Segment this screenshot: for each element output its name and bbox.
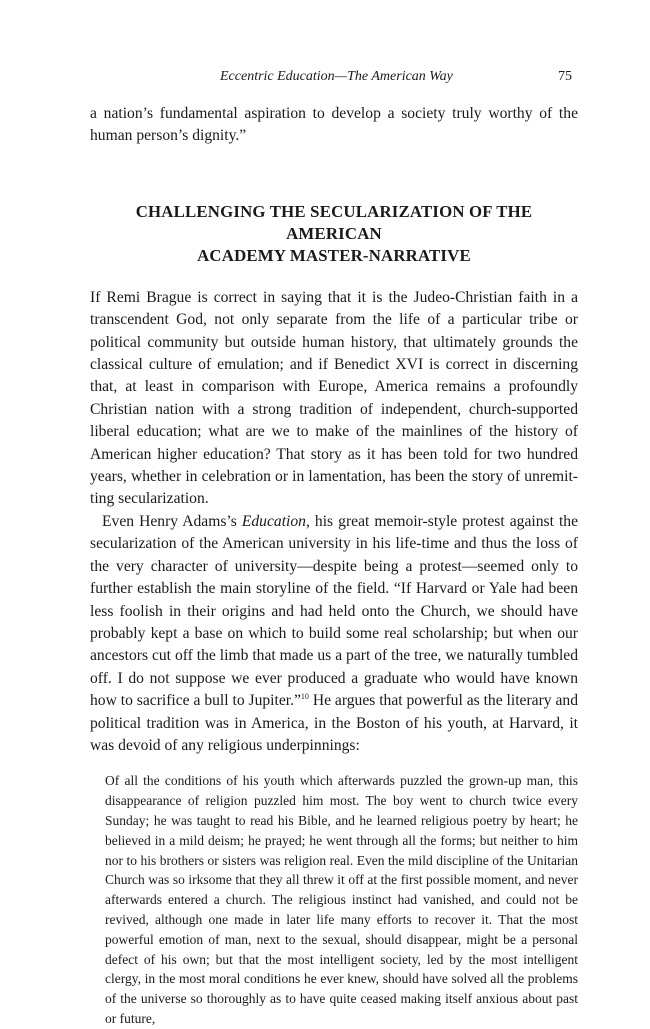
footnote-marker[interactable]: 10 — [300, 691, 309, 701]
paragraph-2-tail: He argues that powerful as the literary and political tradition was in America, in the Boston of his youth, at Harvard, it was devoid of any religious underpinnings: — [90, 692, 578, 754]
paragraph-1: If Remi Brague is correct in saying that it is the Judeo-Christian faith in a transcendent God, not only separate from the life of a particular tribe or political community but outside human history, that ultimately grounds the classical culture of emulation; and if Benedict XVI is correct in discerning that, at least in comparison with Europe, America remains a profoundly Christian nation with a strong tradition of independent, church-supported liberal education; what are we to make of the mainlines of the history of American higher education? That story as it has been told for two hundred years, whether in celebration or in lamentation, has been the story of unremit-ting secularization. — [90, 288, 578, 508]
paragraph-2-body: , his great memoir-style protest against the secularization of the American university in his life-time and thus the loss of the very character of university—despite being a protest—seemed only to further establish the main storyline of the field. “If Harvard or Yale had been less foolish in their origins and had held onto the Church, we should have probably kept a base on which to build some real scholarship; but when our ancestors cut off the limb that made us a part of the tree, we naturally tumbled off. I do not suppose we ever produced a graduate who would have known how to sacrifice a bull to Jupiter.” — [90, 512, 578, 710]
opening-paragraph: a nation’s fundamental aspiration to develop a society truly worthy of the human person’s dignity.” — [90, 105, 578, 145]
paragraph-2 — [90, 511, 578, 757]
page-body — [90, 103, 578, 1029]
page-number: 75 — [558, 69, 572, 84]
book-title: Education — [241, 512, 306, 530]
section-heading-line-1: CHALLENGING THE SECULARIZATION OF THE AMERICAN — [135, 201, 533, 243]
paragraph-2-lead: Even Henry Adams’s — [102, 512, 242, 530]
running-title: Eccentric Education—The American Way — [220, 69, 453, 84]
section-heading-line-2: ACADEMY MASTER-NARRATIVE — [197, 245, 471, 265]
section-heading — [90, 201, 578, 267]
block-quote: Of all the conditions of his youth which afterwards puzzled the grown-up man, this disappearance of religion puzzled him most. The boy went to church twice every Sunday; he was taught to read his Bible, and he learned religious poetry by heart; he believed in a mild deism; he prayed; he went through all the forms; but neither to him nor to his brothers or sisters was religion real. Even the mild discipline of the Unitarian Church was so irksome that they all threw it off at the first possible moment, and never afterwards entered a church. The religious instinct had vanished, and could not be revived, although one made in later life many efforts to recover it. That the most powerful emotion of man, next to the sexual, should disappear, might be a personal defect of his own; but that the most intelligent society, led by the most intelligent clergy, in the most moral conditions he ever knew, should have solved all the problems of the universe so thoroughly as to have quite ceased making itself anxious about past or future, — [105, 773, 578, 1026]
